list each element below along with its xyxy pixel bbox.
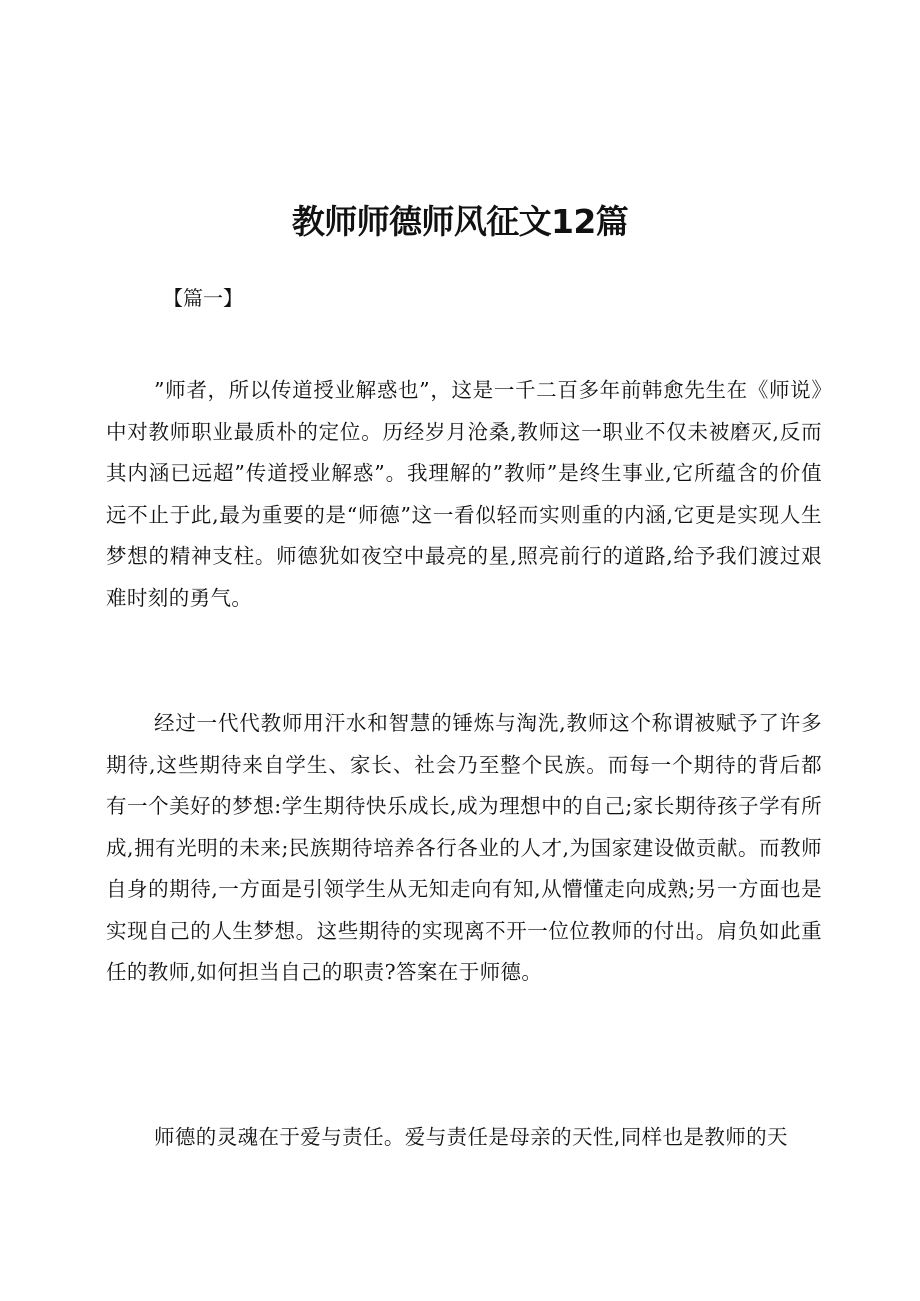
document-title: 教师师德师风征文12篇 <box>291 202 629 242</box>
paragraph-2: 经过一代代教师用汗水和智慧的锤炼与淘洗,教师这个称谓被赋予了许多期待,这些期待来自学生、家长、社会乃至整个民族。而每一个期待的背后都有一个美好的梦想:学生期待快乐成长,成为理想中的自己;家长期待孩子学有所成,拥有光明的未来;民族期待培养各行各业的人才,为国家建设做贡献。而教师自身的期待,一方面是引领学生从无知走向有知,从懵懂走向成熟;另一方面也是实现自己的人生梦想。这些期待的实现离不开一位位教师的付出。肩负如此重任的教师,如何担当自己的职责?答案在于师德。 <box>106 711 822 984</box>
paragraph-1: ”师者，所以传道授业解惑也”，这是一千二百多年前韩愈先生在《师说》中对教师职业最质朴的定位。历经岁月沧桑,教师这一职业不仅未被磨灭,反而其内涵已远超”传道授业解惑”。我理解的”教师”是终生事业,它所蕴含的价值远不止于此,最为重要的是“师德”这一看似轻而实则重的内涵,它更是实现人生梦想的精神支柱。师德犹如夜空中最亮的星,照亮前行的道路,给予我们渡过艰难时刻的勇气。 <box>106 378 822 610</box>
section-label: 【篇一】 <box>163 286 243 310</box>
paragraph-3: 师德的灵魂在于爱与责任。爱与责任是母亲的天性,同样也是教师的天 <box>154 1125 788 1149</box>
